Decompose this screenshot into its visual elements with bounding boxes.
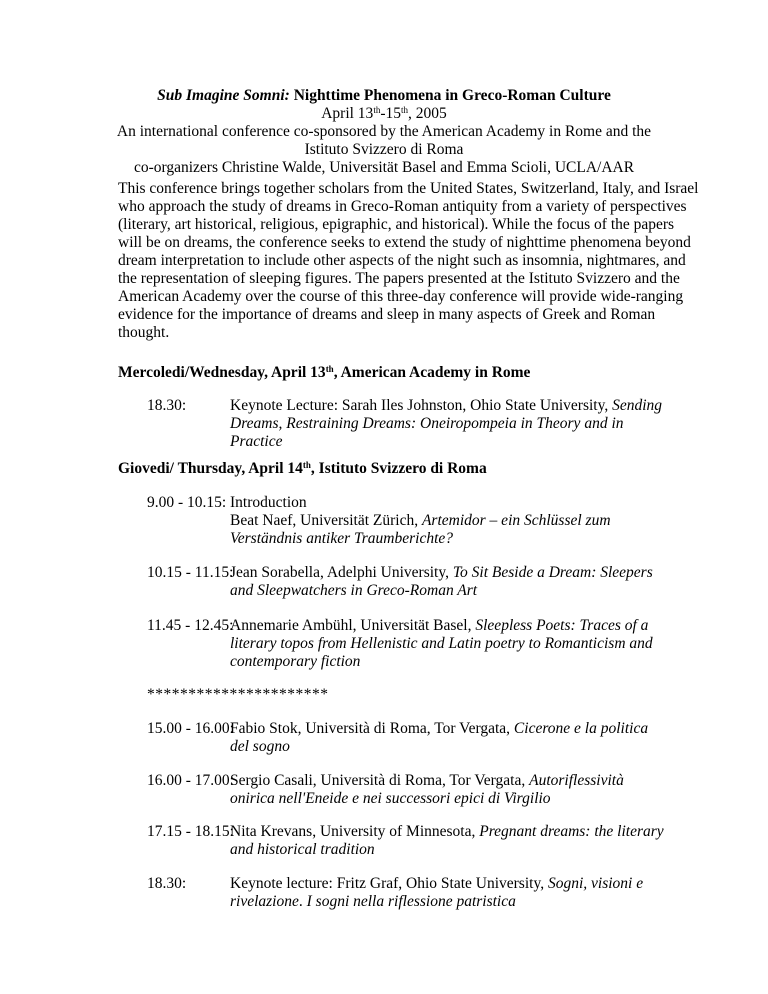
entry-title: I sogni nella riflessione patristica <box>306 893 516 910</box>
day-heading-venue: , American Academy in Rome <box>333 364 531 381</box>
intro-line: This conference brings together scholars from the United States, Switzerland, Italy, and Israel <box>118 180 699 197</box>
entry-title: Dreams, Restraining Dreams: Oneiropompeia in Theory and in <box>230 415 624 432</box>
entry-title: Verständnis antiker Traumberichte? <box>230 530 454 547</box>
entry-title: contemporary fiction <box>230 653 361 670</box>
entry-time: 18.30: <box>147 397 187 414</box>
day-heading-wednesday <box>118 364 530 382</box>
entry-time: 11.45 - 12.45: <box>147 617 234 634</box>
entry-time: 16.00 - 17.00: <box>147 772 234 789</box>
organizers-line: co-organizers Christine Walde, Universität Basel and Emma Scioli, UCLA/AAR <box>133 159 635 176</box>
title-italic: Sub Imagine Somni: <box>157 87 290 104</box>
entry-body <box>230 823 680 859</box>
intro-paragraph <box>118 180 699 342</box>
cosponsor-line-1: An international conference co-sponsored by the American Academy in Rome and the <box>116 123 652 140</box>
entry-title: literary topos from Hellenistic and Latin poetry to Romanticism and <box>230 635 653 652</box>
entry-speaker: Keynote Lecture: Sarah Iles Johnston, Ohio State University, <box>230 397 613 414</box>
entry-punct: . <box>298 893 307 910</box>
entry-title: Sogni, visioni e <box>547 875 644 892</box>
date-prefix: April 13 <box>321 105 374 122</box>
entry-title: To Sit Beside a Dream: Sleepers <box>452 564 653 581</box>
day-heading-sup: th <box>302 460 311 470</box>
date-mid: -15 <box>380 105 401 122</box>
entry-time: 17.15 - 18.15: <box>147 823 234 840</box>
entry-time: 10.15 - 11.15: <box>147 564 234 581</box>
day-heading-text: Giovedi/ Thursday, April 14 <box>118 460 303 477</box>
entry-body <box>230 772 680 808</box>
entry-title: del sogno <box>230 738 290 755</box>
day-heading-sup: th <box>325 364 334 374</box>
intro-line: thought. <box>118 324 170 341</box>
entry-speaker: Beat Naef, Universität Zürich, <box>230 512 422 529</box>
entry-time: 18.30: <box>147 875 187 892</box>
entry-label: Introduction <box>230 494 307 511</box>
date-suffix: , 2005 <box>408 105 447 122</box>
intro-line: American Academy over the course of this three-day conference will provide wide-ranging <box>118 288 684 305</box>
intro-line: dream interpretation to include other aspects of the night such as insomnia, nightmares, and <box>118 252 686 269</box>
day-heading-thursday <box>118 460 487 478</box>
entry-title: Pregnant dreams: the literary <box>479 823 664 840</box>
intro-line: (literary, art historical, religious, epigraphic, and historical). While the focus of the papers <box>118 216 675 233</box>
entry-body <box>230 564 680 600</box>
conference-title <box>0 87 768 105</box>
entry-title: Autoriflessività <box>529 772 624 789</box>
entry-title: Sleepless Poets: Traces of a <box>475 617 649 634</box>
intro-line: evidence for the importance of dreams and sleep in many aspects of Greek and Roman <box>118 306 656 323</box>
entry-body <box>230 617 680 671</box>
entry-title: Artemidor – ein Schlüssel zum <box>421 512 611 529</box>
session-separator: ********************** <box>147 686 329 703</box>
day-heading-text: Mercoledi/Wednesday, April 13 <box>118 364 326 381</box>
date-sup-1: th <box>373 105 381 115</box>
entry-speaker: Keynote lecture: Fritz Graf, Ohio State University, <box>230 875 548 892</box>
cosponsor-line-2: Istituto Svizzero di Roma <box>304 141 464 158</box>
entry-title: Cicerone e la politica <box>513 720 649 737</box>
date-sup-2: th <box>401 105 409 115</box>
entry-time: 15.00 - 16.00: <box>147 720 234 737</box>
entry-title: and historical tradition <box>230 841 375 858</box>
entry-title: rivelazione <box>230 893 299 910</box>
entry-speaker: Nita Krevans, University of Minnesota, <box>230 823 480 840</box>
entry-body <box>230 720 680 756</box>
intro-line: will be on dreams, the conference seeks to extend the study of nighttime phenomena beyond <box>118 234 691 251</box>
intro-line: the representation of sleeping figures. The papers presented at the Istituto Svizzero and the <box>118 270 680 287</box>
entry-body <box>230 494 680 548</box>
entry-title: Practice <box>230 433 283 450</box>
entry-speaker: Jean Sorabella, Adelphi University, <box>230 564 453 581</box>
entry-title: onirica nell'Eneide e nei successori epici di Virgilio <box>230 790 551 807</box>
entry-body <box>230 875 680 911</box>
entry-title: and Sleepwatchers in Greco-Roman Art <box>230 582 478 599</box>
entry-speaker: Fabio Stok, Università di Roma, Tor Vergata, <box>230 720 514 737</box>
day-heading-venue: , Istituto Svizzero di Roma <box>310 460 487 477</box>
entry-body <box>230 397 680 451</box>
entry-time: 9.00 - 10.15: <box>147 494 227 511</box>
conference-dates <box>0 105 768 123</box>
entry-title: Sending <box>612 397 663 414</box>
title-rest: Nighttime Phenomena in Greco-Roman Culture <box>289 87 611 104</box>
entry-speaker: Sergio Casali, Università di Roma, Tor Vergata, <box>230 772 530 789</box>
entry-speaker: Annemarie Ambühl, Universität Basel, <box>230 617 476 634</box>
intro-line: who approach the study of dreams in Greco-Roman antiquity from a variety of perspectives <box>118 198 687 215</box>
conference-header <box>0 87 768 177</box>
